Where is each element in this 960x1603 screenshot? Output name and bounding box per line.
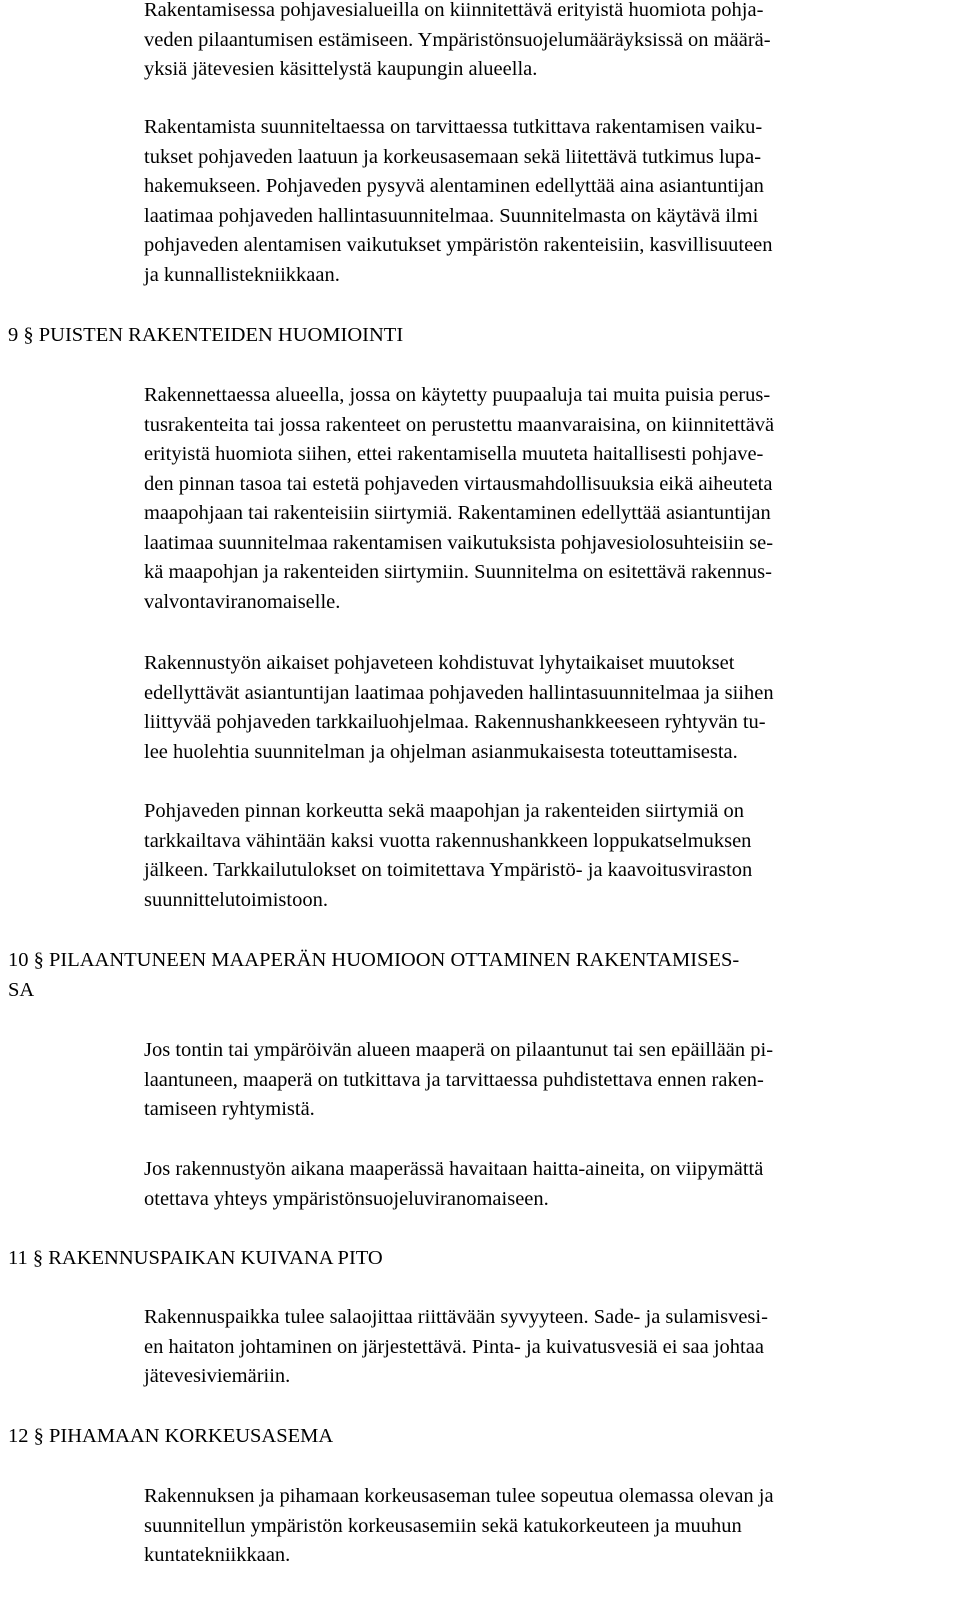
text-line: pohjaveden alentamisen vaikutukset ympäristön rakenteisiin, kasvillisuuteen bbox=[144, 234, 773, 256]
text-line: Rakentamista suunniteltaessa on tarvittaessa tutkittava rakentamisen vaiku- bbox=[144, 116, 763, 138]
heading-line: SA bbox=[8, 978, 35, 1001]
text-line: maapohjaan tai rakenteisiin siirtymiä. Rakentaminen edellyttää asiantuntijan bbox=[144, 502, 771, 524]
text-line: kuntatekniikkaan. bbox=[144, 1544, 291, 1566]
text-line: Pohjaveden pinnan korkeutta sekä maapohjan ja rakenteiden siirtymiä on bbox=[144, 800, 745, 822]
text-line: tusrakenteita tai jossa rakenteet on perustettu maanvaraisina, on kiinnitettävä bbox=[144, 413, 775, 436]
text-line: hakemukseen. Pohjaveden pysyvä alentaminen edellyttää aina asiantuntijan bbox=[144, 175, 764, 197]
text-line: tukset pohjaveden laatuun ja korkeusasemaan sekä liitettävä tutkimus lupa- bbox=[144, 145, 762, 168]
text-line: lee huolehtia suunnitelman ja ohjelman asianmukaisesta toteuttamisesta. bbox=[144, 740, 738, 763]
text-line: yksiä jätevesien käsittelystä kaupungin alueella. bbox=[144, 58, 538, 80]
text-line: tamiseen ryhtymistä. bbox=[144, 1098, 315, 1120]
text-line: veden pilaantumisen estämiseen. Ympäristönsuojelumääräyksissä on määrä- bbox=[144, 28, 771, 51]
text-line: tarkkailtava vähintään kaksi vuotta rakennushankkeen loppukatselmuksen bbox=[144, 829, 752, 852]
text-line: ja kunnallistekniikkaan. bbox=[144, 263, 340, 286]
heading-line: 11 § RAKENNUSPAIKAN KUIVANA PITO bbox=[8, 1247, 383, 1269]
text-line: Jos tontin tai ympäröivän alueen maaperä on pilaantunut tai sen epäillään pi- bbox=[144, 1039, 774, 1061]
text-line: laatimaa pohjaveden hallintasuunnitelmaa. Suunnitelmasta on käytävä ilmi bbox=[144, 204, 759, 227]
text-line: Rakennuspaikka tulee salaojittaa riittävään syvyyteen. Sade- ja sulamisvesi- bbox=[144, 1306, 768, 1328]
text-line: Rakennustyön aikaiset pohjaveteen kohdistuvat lyhytaikaiset muutokset bbox=[144, 652, 735, 674]
text-line: jälkeen. Tarkkailutulokset on toimitettava Ympäristö- ja kaavoitusviraston bbox=[144, 859, 753, 881]
section-heading-10 bbox=[8, 946, 948, 1005]
text-line: kä maapohjan ja rakenteiden siirtymiin. Suunnitelma on esitettävä rakennus- bbox=[144, 561, 772, 583]
text-line: suunnitellun ympäristön korkeusasemiin sekä katukorkeuteen ja muuhun bbox=[144, 1514, 742, 1537]
section-heading-12 bbox=[8, 1422, 948, 1452]
text-line: Rakennettaessa alueella, jossa on käytetty puupaaluja tai muita puisia perus- bbox=[144, 384, 771, 406]
text-line: Rakennuksen ja pihamaan korkeusaseman tulee sopeutua olemassa olevan ja bbox=[144, 1485, 774, 1507]
paragraph-korkeusasema bbox=[144, 1482, 944, 1571]
paragraph-haitta-aineet bbox=[144, 1155, 944, 1214]
heading-line: 10 § PILAANTUNEEN MAAPERÄN HUOMIOON OTTAMINEN RAKENTAMISES- bbox=[8, 949, 740, 971]
text-line: suunnittelutoimistoon. bbox=[144, 888, 328, 911]
text-line: laatimaa suunnitelmaa rakentamisen vaikutuksista pohjavesiolosuhteisiin se- bbox=[144, 531, 774, 554]
text-line: den pinnan tasoa tai estetä pohjaveden virtausmahdollisuuksia eikä aiheuteta bbox=[144, 472, 773, 495]
text-line: edellyttävät asiantuntijan laatimaa pohjaveden hallintasuunnitelmaa ja siihen bbox=[144, 681, 774, 704]
text-line: erityistä huomiota siihen, ettei rakentamisella muuteta haitallisesti pohjave- bbox=[144, 443, 764, 465]
paragraph-puiset-rakenteet bbox=[144, 381, 944, 617]
text-line: en haitaton johtaminen on järjestettävä. Pinta- ja kuivatusvesiä ei saa johtaa bbox=[144, 1335, 764, 1358]
paragraph-tarkkailu bbox=[144, 797, 944, 915]
text-line: laantuneen, maaperä on tutkittava ja tarvittaessa puhdistettava ennen raken- bbox=[144, 1068, 764, 1091]
section-heading-9 bbox=[8, 321, 948, 351]
paragraph-salaojitus bbox=[144, 1303, 944, 1392]
text-line: liittyvää pohjaveden tarkkailuohjelmaa. Rakennushankkeeseen ryhtyvän tu- bbox=[144, 711, 766, 733]
paragraph-rakennustyon-muutokset bbox=[144, 649, 944, 767]
heading-line: 9 § PUISTEN RAKENTEIDEN HUOMIOINTI bbox=[8, 324, 404, 346]
paragraph-pilaantunut-maapera bbox=[144, 1036, 944, 1125]
text-line: Jos rakennustyön aikana maaperässä havaitaan haitta-aineita, on viipymättä bbox=[144, 1158, 764, 1180]
text-line: jätevesiviemäriin. bbox=[144, 1365, 291, 1387]
text-line: valvontaviranomaiselle. bbox=[144, 590, 341, 613]
heading-line: 12 § PIHAMAAN KORKEUSASEMA bbox=[8, 1425, 334, 1447]
section-heading-11 bbox=[8, 1244, 948, 1274]
paragraph-pohjavesialueet bbox=[144, 0, 944, 85]
text-line: Rakentamisessa pohjavesialueilla on kiinnitettävä erityistä huomiota pohja- bbox=[144, 0, 764, 21]
paragraph-suunnittelu bbox=[144, 113, 944, 290]
text-line: otettava yhteys ympäristönsuojeluviranomaiseen. bbox=[144, 1187, 549, 1210]
